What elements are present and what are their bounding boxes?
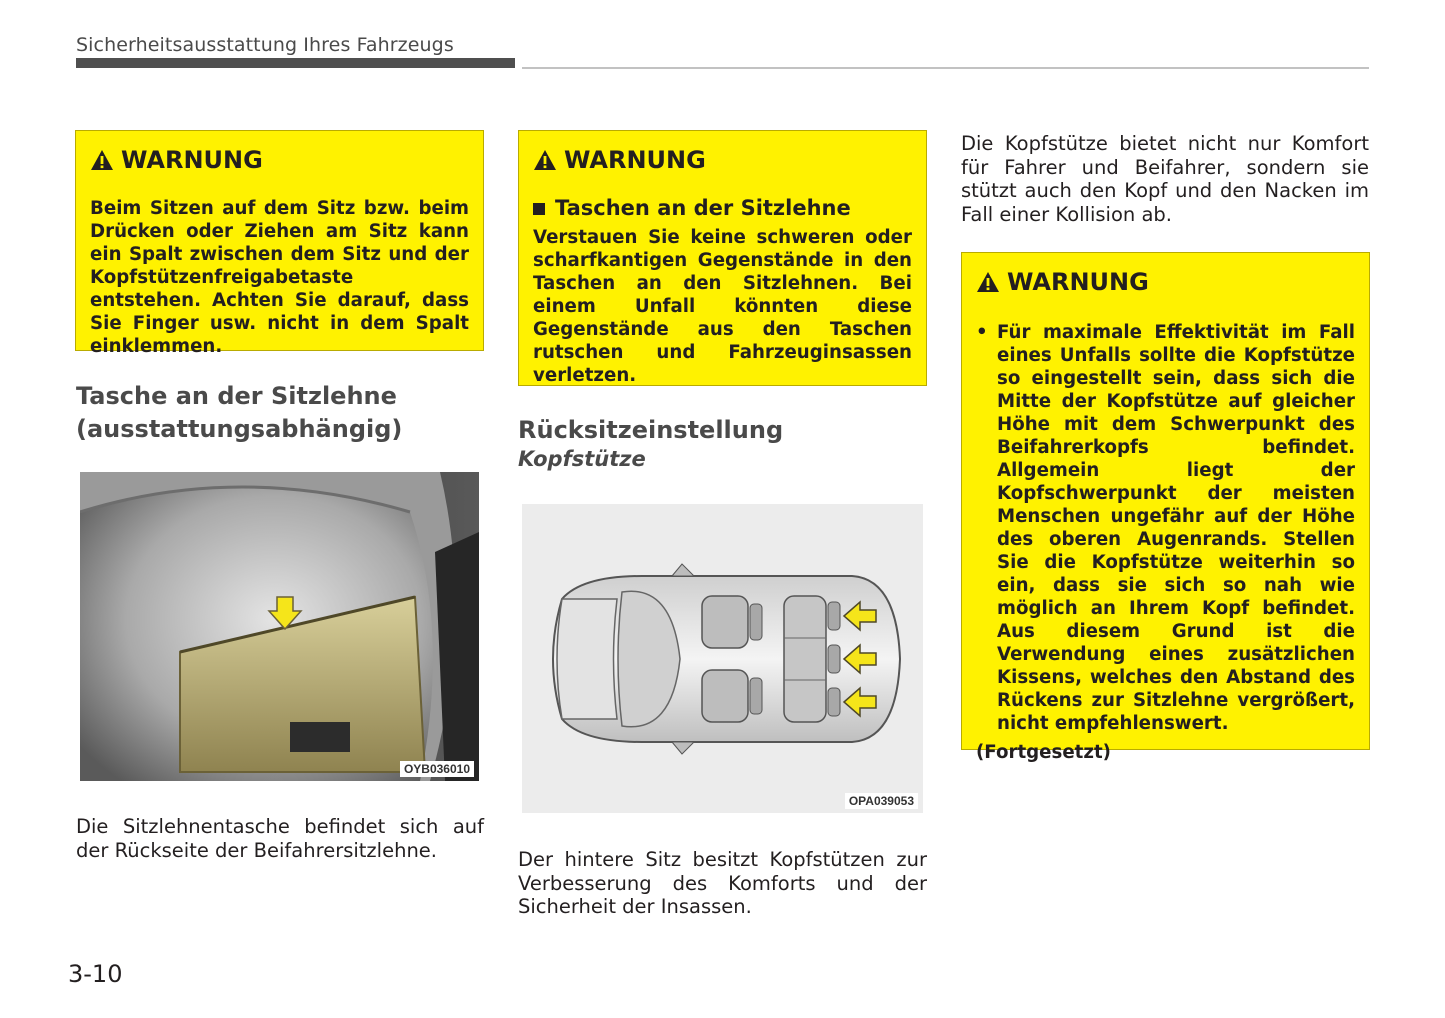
warning-box-seat-gap	[75, 130, 484, 357]
header-rule-light	[522, 67, 1369, 69]
heading-line: Tasche an der Sitzlehne	[76, 382, 397, 410]
figure-seatback-pocket	[80, 472, 479, 781]
warning-triangle-icon	[976, 271, 1000, 293]
warning-title	[533, 145, 912, 175]
body-text-headrest-intro: Die Kopfstütze bietet nicht nur Komfort für Fahrer und Beifahrer, sondern sie stützt auch den Kopf und den Nacken im Fall einer Kollision ab.	[961, 132, 1369, 226]
figure-code: OYB036010	[400, 761, 474, 777]
warning-title	[90, 145, 469, 175]
warning-text: Verstauen Sie keine schweren oder scharfkantigen Gegenstände in den Taschen an den Sitzlehnen. Bei einem Unfall könnten diese Gegenstände aus den Taschen rutschen und Fahrzeuginsassen verletzen.	[533, 227, 912, 386]
header-rule-dark	[76, 58, 515, 68]
warning-bullet-list	[976, 321, 1355, 735]
warning-title-text: WARNUNG	[1007, 267, 1149, 296]
section-heading-seatback-pocket	[76, 380, 496, 446]
figure-rear-headrests	[522, 504, 923, 813]
warning-box-headrest-position	[961, 252, 1370, 763]
body-text-seatback-pocket: Die Sitzlehnentasche befindet sich auf der Rückseite der Beifahrersitzlehne.	[76, 815, 484, 862]
warning-title-text: WARNUNG	[121, 145, 263, 174]
section-heading-rear-seat: Rücksitzeinstellung	[518, 416, 784, 444]
warning-text: Beim Sitzen auf dem Sitz bzw. beim Drücken oder Ziehen am Sitz kann ein Spalt zwischen dem Sitz und der Kopfstützenfreigabetaste entstehen. Achten Sie darauf, dass Sie Finger usw. nicht in dem Spalt einklemmen.	[90, 198, 469, 357]
figure-code: OPA039053	[845, 793, 918, 809]
warning-box-seatback-pockets	[518, 130, 927, 386]
warning-triangle-icon	[90, 149, 114, 171]
car-top-view-illustration	[522, 504, 923, 813]
page-number: 3-10	[68, 960, 123, 988]
warning-bullet-item: • Für maximale Effektivität im Fall eines Unfalls sollte die Kopfstütze so eingestellt sein, dass sich die Mitte der Kopfstütze auf gleicher Höhe mit dem Schwerpunkt des Beifahrerkopfs befindet. Allgemein liegt der Kopfschwerpunkt der meisten Menschen ungefähr auf der Höhe des oberen Augenrands. Stellen Sie die Kopfstütze weiterhin so ein, dass sie sich so nah wie möglich an Ihrem Kopf befindet. Aus diesem Grund ist die Verwendung eines zusätzlichen Kissens, welches den Abstand des Rückens zur Sitzlehne vergrößert, nicht empfehlenswert.	[976, 321, 1355, 735]
running-head: Sicherheitsausstattung Ihres Fahrzeugs	[76, 34, 454, 56]
warning-title	[976, 267, 1355, 297]
square-bullet-icon	[533, 203, 545, 215]
warning-subheading-text: Taschen an der Sitzlehne	[555, 196, 851, 220]
seatback-pocket-illustration	[80, 472, 479, 781]
heading-line: (ausstattungsabhängig)	[76, 415, 403, 443]
continued-note: (Fortgesetzt)	[976, 742, 1111, 763]
body-text-rear-headrests: Der hintere Sitz besitzt Kopfstützen zur Verbesserung des Komforts und der Sicherheit der Insassen.	[518, 848, 927, 918]
warning-subheading	[533, 197, 912, 220]
warning-triangle-icon	[533, 149, 557, 171]
warning-title-text: WARNUNG	[564, 145, 706, 174]
section-subheading-headrest: Kopfstütze	[518, 447, 646, 471]
